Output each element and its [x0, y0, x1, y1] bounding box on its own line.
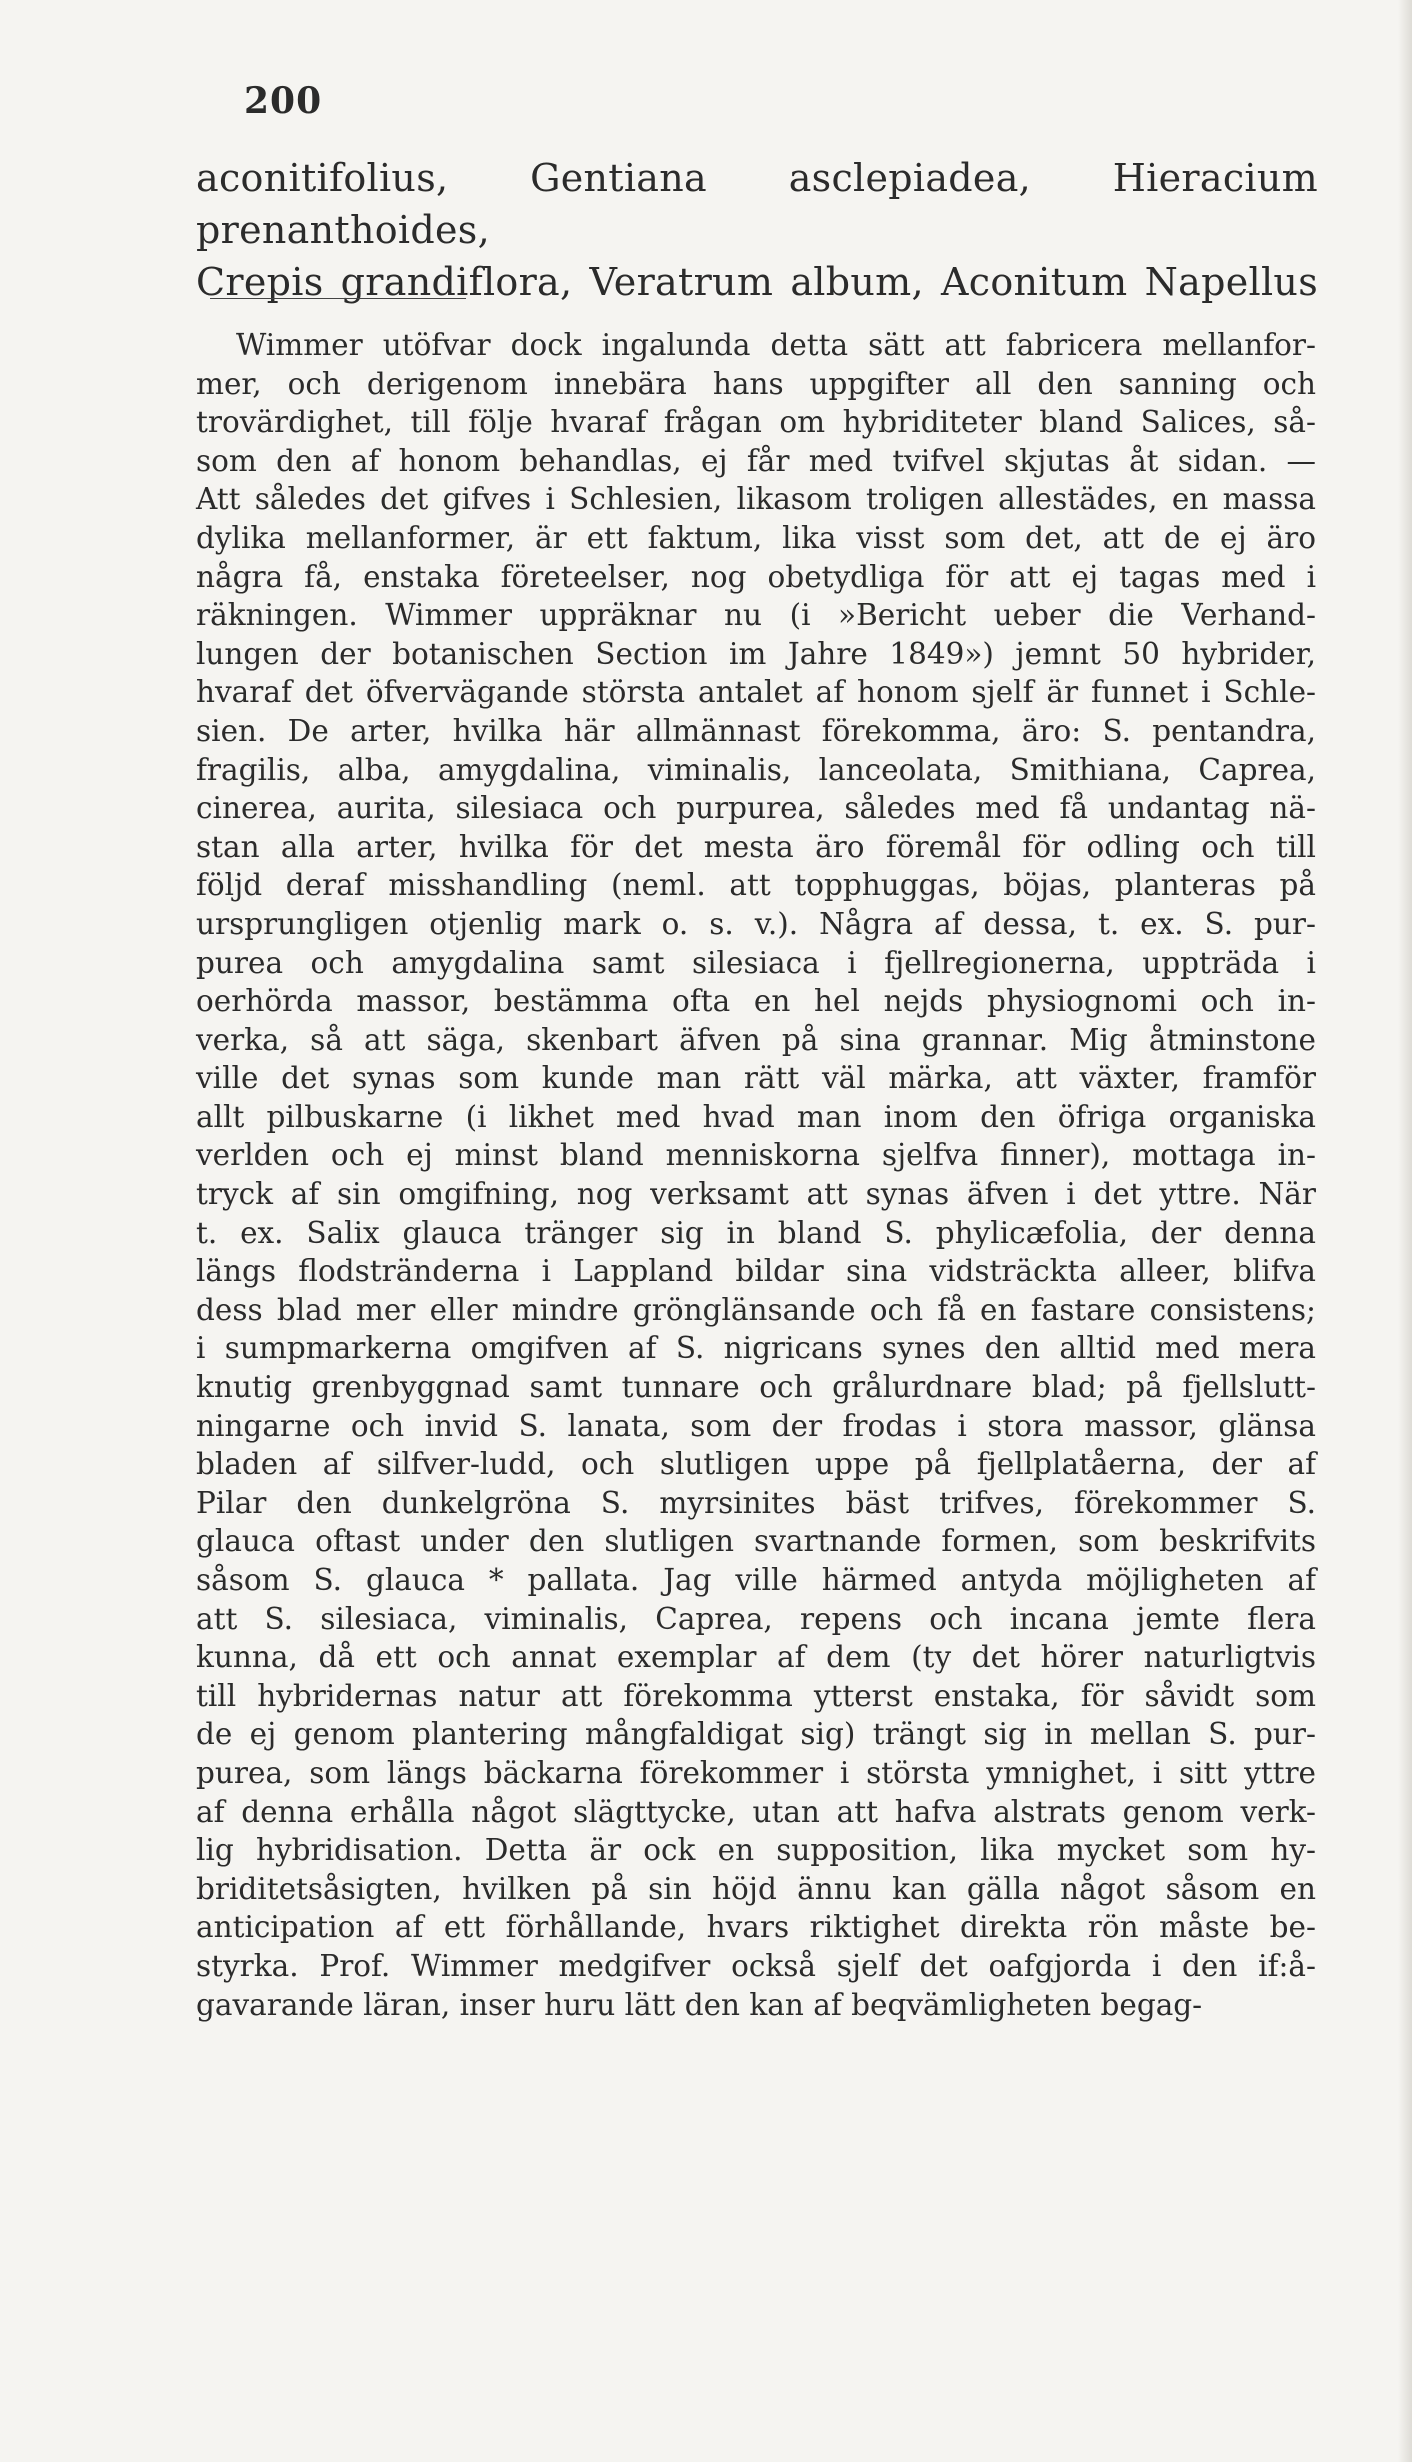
section-divider [210, 298, 466, 299]
text-line: cinerea, aurita, silesiaca och purpurea, således med få undantag nä- [196, 791, 1316, 826]
text-line: knutig grenbyggnad samt tunnare och grålurdnare blad; på fjellslutt- [196, 1370, 1316, 1405]
text-line: purea och amygdalina samt silesiaca i fjellregionerna, uppträda i [196, 945, 1316, 980]
text-line: allt pilbuskarne (i likhet med hvad man inom den öfriga organiska [196, 1099, 1316, 1134]
text-line: mer, och derigenom innebära hans uppgifter all den sanning och [196, 366, 1316, 401]
text-line: lig hybridisation. Detta är ock en supposition, lika mycket som hy- [196, 1833, 1316, 1868]
text-line: sien. De arter, hvilka här allmännast förekomma, äro: S. pentandra, [196, 713, 1316, 748]
body-paragraph [196, 326, 1316, 2024]
text-line: dylika mellanformer, är ett faktum, lika visst som det, att de ej äro [196, 520, 1316, 555]
text-line: trovärdighet, till följe hvaraf frågan om hybriditeter bland Salices, så- [196, 405, 1316, 440]
text-line: till hybridernas natur att förekomma ytterst enstaka, för såvidt som [196, 1678, 1316, 1713]
text-line: gavarande läran, inser huru lätt den kan af beqvämligheten begag- [196, 1987, 1203, 2022]
species-list-lead [196, 152, 1318, 308]
text-line: ningarne och invid S. lanata, som der frodas i stora massor, glänsa [196, 1408, 1316, 1443]
text-line: tryck af sin omgifning, nog verksamt att synas äfven i det yttre. När [196, 1177, 1316, 1212]
text-line: bladen af silfver-ludd, och slutligen uppe på fjellplatåerna, der af [196, 1447, 1316, 1482]
text-line: såsom S. glauca * pallata. Jag ville härmed antyda möjligheten af [196, 1563, 1316, 1597]
text-line: Wimmer utöfvar dock ingalunda detta sätt att fabricera mellanfor- [236, 328, 1316, 362]
text-line: att S. silesiaca, viminalis, Caprea, repens och incana jemte flera [196, 1601, 1316, 1636]
text-line: briditetsåsigten, hvilken på sin höjd ännu kan gälla något såsom en [196, 1871, 1316, 1906]
text-line: dess blad mer eller mindre grönglänsande och få en fastare consistens; [196, 1292, 1316, 1327]
page-edge-shadow [1398, 0, 1412, 2462]
text-line: ville det synas som kunde man rätt väl märka, att växter, framför [196, 1061, 1316, 1096]
text-line: i sumpmarkerna omgifven af S. nigricans synes den alltid med mera [196, 1331, 1316, 1366]
text-line: purea, som längs bäckarna förekommer i största ymnighet, i sitt yttre [196, 1755, 1316, 1790]
text-line: räkningen. Wimmer uppräknar nu (i »Bericht ueber die Verhand- [196, 598, 1316, 633]
text-line: hvaraf det öfvervägande största antalet af honom sjelf är funnet i Schle- [196, 675, 1316, 710]
text-line: Crepis grandiflora, Veratrum album, Aconitum Napellus [196, 260, 1318, 304]
text-line: följd deraf misshandling (neml. att topphuggas, böjas, planteras på [196, 868, 1316, 903]
text-line: styrka. Prof. Wimmer medgifver också sjelf det oafgjorda i den if:å- [196, 1948, 1316, 1983]
text-line: af denna erhålla något slägttycke, utan att hafva alstrats genom verk- [196, 1794, 1316, 1829]
text-line: några få, enstaka företeelser, nog obetydliga för att ej tagas med i [196, 559, 1316, 594]
text-line: verka, så att säga, skenbart äfven på sina grannar. Mig åtminstone [196, 1022, 1316, 1057]
text-line: ursprungligen otjenlig mark o. s. v.). Några af dessa, t. ex. S. pur- [196, 906, 1316, 941]
text-line: kunna, då ett och annat exemplar af dem (ty det hörer naturligtvis [196, 1640, 1316, 1675]
text-line: aconitifolius, Gentiana asclepiadea, Hieracium prenanthoides, [196, 156, 1318, 252]
text-line: anticipation af ett förhållande, hvars riktighet direkta rön måste be- [196, 1910, 1316, 1945]
text-line: fragilis, alba, amygdalina, viminalis, lanceolata, Smithiana, Caprea, [196, 752, 1316, 787]
text-line: verlden och ej minst bland menniskorna sjelfva finner), mottaga in- [196, 1138, 1316, 1173]
text-line: glauca oftast under den slutligen svartnande formen, som beskrifvits [196, 1524, 1316, 1559]
text-line: som den af honom behandlas, ej får med tvifvel skjutas åt sidan. — [196, 443, 1316, 478]
text-line: Att således det gifves i Schlesien, likasom troligen allestädes, en massa [196, 482, 1316, 517]
text-line: Pilar den dunkelgröna S. myrsinites bäst trifves, förekommer S. [196, 1485, 1316, 1520]
text-line: t. ex. Salix glauca tränger sig in bland S. phylicæfolia, der denna [196, 1215, 1316, 1250]
text-line: de ej genom plantering mångfaldigat sig) trängt sig in mellan S. pur- [196, 1717, 1316, 1752]
text-line: oerhörda massor, bestämma ofta en hel nejds physiognomi och in- [196, 984, 1316, 1019]
page-number: 200 [244, 80, 323, 122]
text-line: lungen der botanischen Section im Jahre 1849») jemnt 50 hybrider, [196, 636, 1316, 671]
text-line: stan alla arter, hvilka för det mesta äro föremål för odling och till [196, 829, 1316, 864]
text-line: längs flodstränderna i Lappland bildar sina vidsträckta alleer, blifva [196, 1254, 1316, 1289]
